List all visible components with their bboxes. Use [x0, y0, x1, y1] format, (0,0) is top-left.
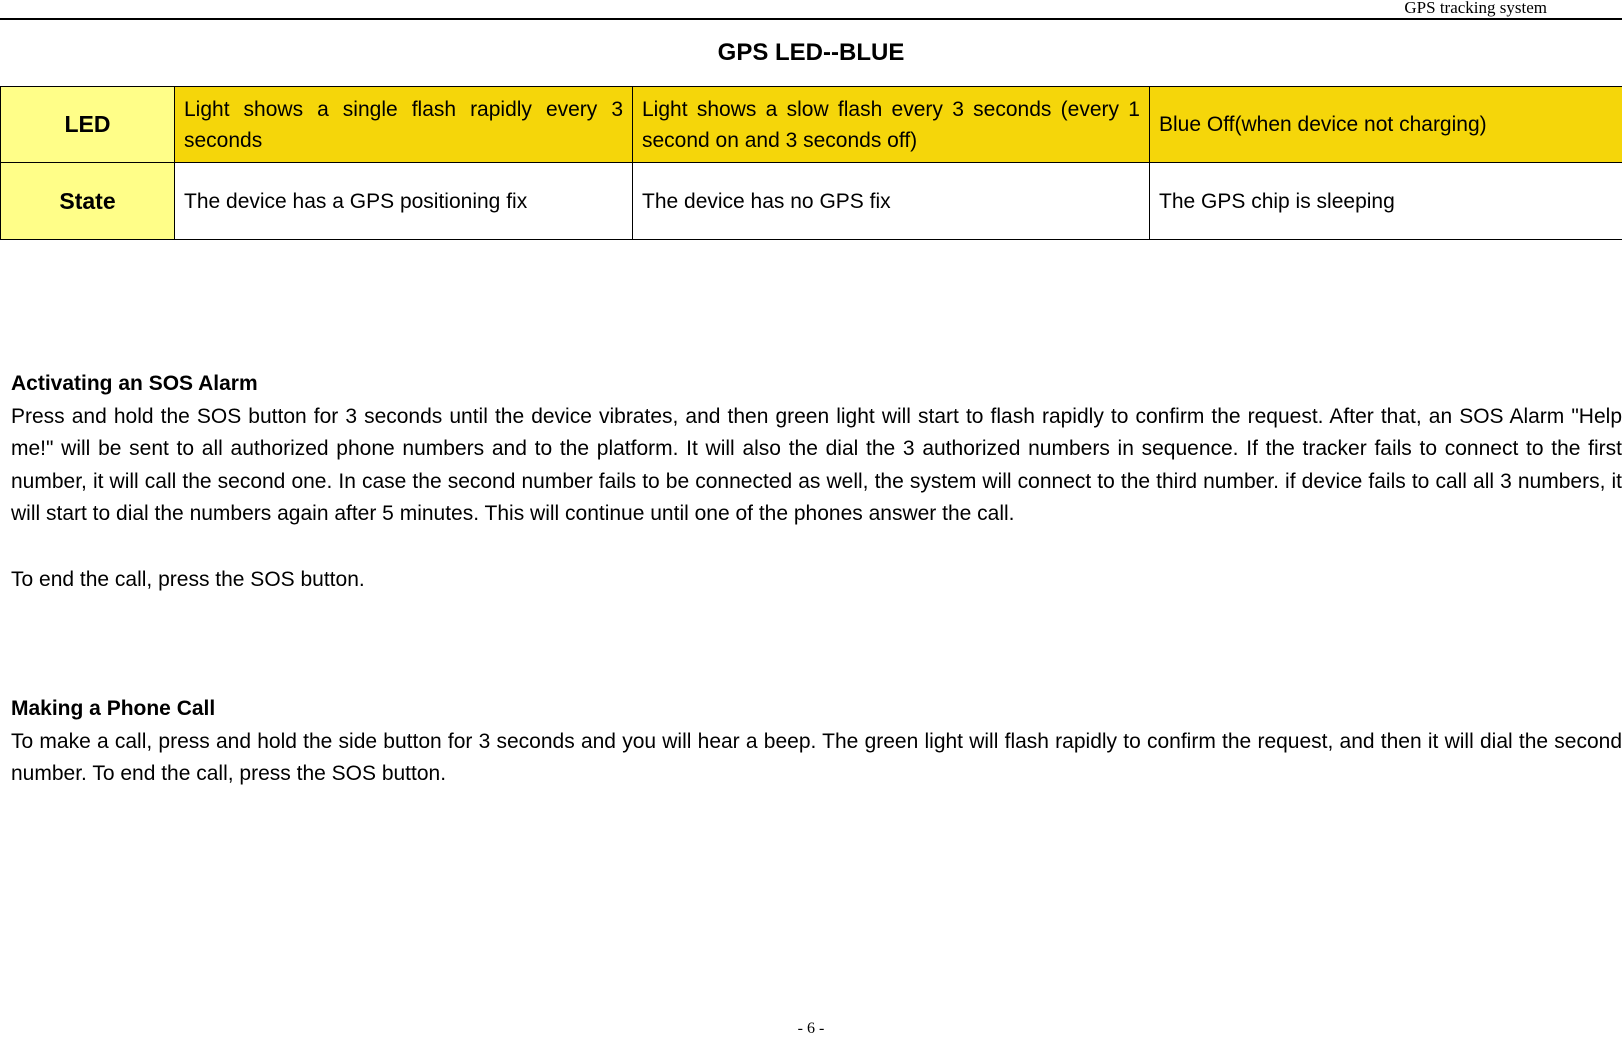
section-title: GPS LED--BLUE	[717, 39, 905, 66]
sos-heading: Activating an SOS Alarm	[11, 372, 258, 395]
state-cell-gps-fix: The device has a GPS positioning fix	[175, 163, 633, 240]
table-row-led	[1, 87, 1622, 163]
sos-paragraph: Press and hold the SOS button for 3 seconds until the device vibrates, and then green light will start to flash rapidly to confirm the request. After that, an SOS Alarm "Help me!" will be sent to all authorized phone numbers and to the platform. It will also the dial the 3 authorized numbers in sequence. If the tracker fails to connect to the first number, it will call the second one. In case the second number fails to be connected as well, the system will connect to the third number. if device fails to call all 3 numbers, it will start to dial the numbers again after 5 minutes. This will continue until one of the phones answer the call.	[11, 404, 1622, 525]
sos-section	[11, 368, 1622, 531]
table-row-state	[1, 163, 1622, 240]
running-header: GPS tracking system	[1404, 0, 1547, 17]
sos-end-note: To end the call, press the SOS button.	[11, 568, 365, 591]
led-cell-off: Blue Off(when device not charging)	[1150, 87, 1622, 163]
call-paragraph: To make a call, press and hold the side button for 3 seconds and you will hear a beep. The green light will flash rapidly to confirm the request, and then it will dial the second number. To end the call, press the SOS button.	[11, 729, 1622, 785]
led-cell-slow-flash: Light shows a slow flash every 3 seconds (every 1 second on and 3 seconds off)	[633, 87, 1150, 163]
state-cell-no-gps-fix: The device has no GPS fix	[633, 163, 1150, 240]
state-cell-sleeping: The GPS chip is sleeping	[1150, 163, 1622, 240]
page-number: - 6 -	[797, 1020, 825, 1037]
call-heading: Making a Phone Call	[11, 697, 216, 720]
led-status-table	[0, 86, 1622, 240]
row-label-led: LED	[1, 87, 175, 163]
row-label-state: State	[1, 163, 175, 240]
call-section	[11, 693, 1622, 791]
led-cell-single-flash: Light shows a single flash rapidly every 3 seconds	[175, 87, 633, 163]
header-rule	[0, 18, 1622, 20]
